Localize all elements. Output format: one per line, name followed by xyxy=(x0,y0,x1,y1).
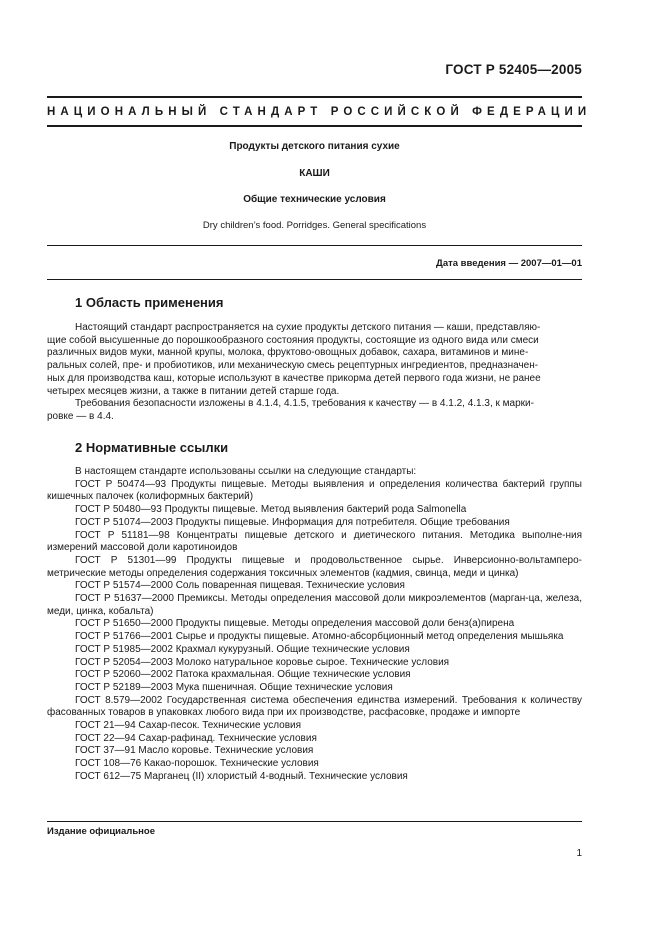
section-1-body xyxy=(47,322,582,424)
reference-item: ГОСТ Р 51637—2000 Премиксы. Методы определения массовой доли микроэлементов (марган-ца, железа, меди, цинка, кобальта) xyxy=(47,593,582,617)
reference-item: ГОСТ 612—75 Марганец (II) хлористый 4-водный. Технические условия xyxy=(75,770,408,782)
reference-item: ГОСТ Р 52189—2003 Мука пшеничная. Общие технические условия xyxy=(75,681,393,693)
standard-number: ГОСТ Р 52405—2005 xyxy=(445,62,582,77)
reference-item: ГОСТ Р 51766—2001 Сырье и продукты пищевые. Атомно-абсорбционный метод определения мышьяка xyxy=(75,631,564,643)
text-line: Настоящий стандарт распространяется на сухие продукты детского питания — каши, представляю- xyxy=(75,322,541,333)
title-line-3: Общие технические условия xyxy=(243,194,386,205)
section-1-para-1 xyxy=(47,322,582,398)
reference-item: ГОСТ 8.579—2002 Государственная система обеспечения единства измерений. Требования к количеству фасованных товаров в упаковках любого вида при их производстве, расфасовке, продаже и импорте xyxy=(47,694,582,719)
reference-item: ГОСТ Р 52054—2003 Молоко натуральное коровье сырое. Технические условия xyxy=(75,656,450,668)
official-edition-label: Издание официальное xyxy=(47,826,155,837)
reference-item: ГОСТ Р 51301—99 Продукты пищевые и продовольственное сырье. Инверсионно-вольтампеpо-метрические методы определения содержания токсичных элементов (кадмия, свинца, меди и цинка) xyxy=(47,554,582,579)
text-line: ных для производства каш, которые используют в качестве прикорма детей первого года жизни, не ранее xyxy=(47,372,541,384)
header-rule-bottom xyxy=(47,125,582,127)
title-line-2: КАШИ xyxy=(299,168,330,179)
reference-item: ГОСТ Р 52060—2002 Патока крахмальная. Общие технические условия xyxy=(75,669,411,681)
text-line: различных видов муки, манной крупы, молока, фруктово-овощных добавок, сахара, витаминов и мине- xyxy=(47,347,529,359)
text-line: Требования безопасности изложены в 4.1.4, 4.1.5, требования к качеству — в 4.1.2, 4.1.3, к марки- xyxy=(75,398,534,410)
reference-item: ГОСТ 21—94 Сахар-песок. Технические условия xyxy=(75,720,302,732)
text-line: щие собой высушенные до порошкообразного состояния продукты, состоящие из одного вида или смеси xyxy=(47,334,539,346)
reference-item: ГОСТ 22—94 Сахар-рафинад. Технические условия xyxy=(75,732,317,744)
section-1-para-2 xyxy=(47,398,582,423)
reference-item: ГОСТ 37—91 Масло коровье. Технические условия xyxy=(75,745,314,757)
section-1-title: 1 Область применения xyxy=(75,295,224,310)
footer-rule xyxy=(47,821,582,822)
title-english: Dry children’s food. Porridges. General specifications xyxy=(202,220,427,231)
reference-item: ГОСТ Р 51574—2000 Соль поваренная пищевая. Технические условия xyxy=(75,580,405,592)
text-line: ровке — в 4.4. xyxy=(47,410,114,422)
national-standard-heading: НАЦИОНАЛЬНЫЙ СТАНДАРТ РОССИЙСКОЙ ФЕДЕРАЦИИ xyxy=(47,106,592,118)
normative-references xyxy=(47,466,582,784)
references-intro: В настоящем стандарте использованы ссылки на следующие стандарты: xyxy=(75,466,417,477)
date-rule xyxy=(47,279,582,280)
text-line: ральных солей, пре- и пробиотиков, или механическую смесь рецептурных ингредиентов, предназначен- xyxy=(47,360,539,372)
reference-item: ГОСТ Р 50474—93 Продукты пищевые. Методы выявления и определения количества бактерий группы кишечных палочек (колиформных бактерий) xyxy=(47,478,582,503)
title-line-1: Продукты детского питания сухие xyxy=(229,141,400,152)
reference-item: ГОСТ Р 51650—2000 Продукты пищевые. Методы определения массовой доли бенз(а)пирена xyxy=(75,618,515,630)
page-number: 1 xyxy=(576,848,582,859)
reference-item: ГОСТ Р 50480—93 Продукты пищевые. Метод выявления бактерий рода Salmonella xyxy=(75,504,467,516)
introduction-date: Дата введения — 2007—01—01 xyxy=(436,258,582,269)
text-line: четырех месяцев жизни, а также в питании детей старше года. xyxy=(47,385,340,397)
title-rule xyxy=(47,245,582,246)
section-2-title: 2 Нормативные ссылки xyxy=(75,440,229,455)
reference-item: ГОСТ 108—76 Какао-порошок. Технические условия xyxy=(75,758,319,770)
reference-item: ГОСТ Р 51074—2003 Продукты пищевые. Информация для потребителя. Общие требования xyxy=(75,516,510,528)
reference-item: ГОСТ Р 51181—98 Концентраты пищевые детского и диетического питания. Методика выполне-ния измерений массовой доли каротиноидов xyxy=(47,529,582,554)
header-rule-top xyxy=(47,96,582,98)
reference-item: ГОСТ Р 51985—2002 Крахмал кукурузный. Общие технические условия xyxy=(75,643,410,655)
